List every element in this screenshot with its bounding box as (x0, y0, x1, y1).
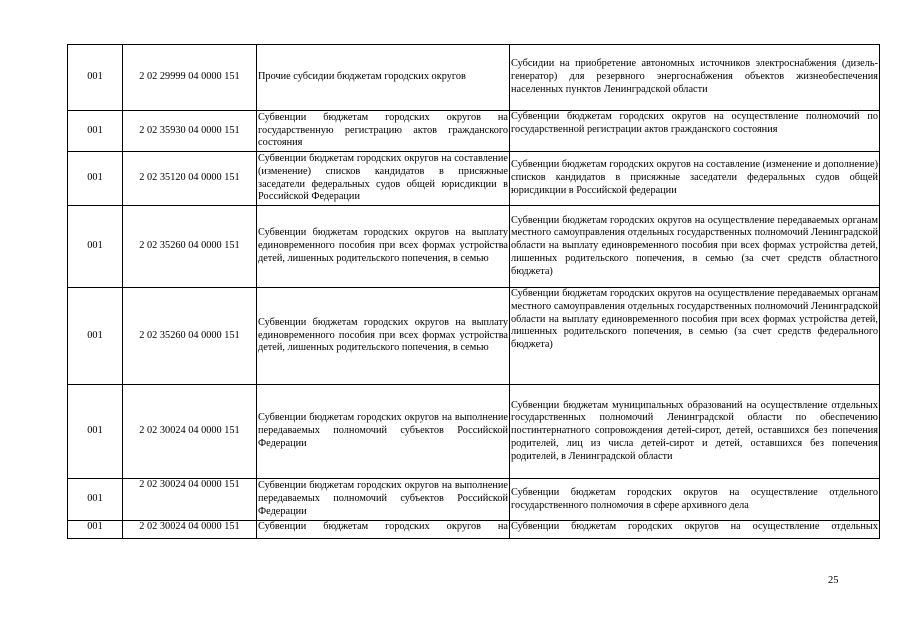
revenue-purpose-cell: Субвенции бюджетам городских округов на осуществление передаваемых органам местного самоуправления отдельных государственных полномочий Ленинградской области на выплату единовременного пособия при всех формах устройства детей, лишенных родительского попечения, в семью (за счет средств федерального бюджета) (510, 288, 880, 385)
revenue-name-cell: Субвенции бюджетам городских округов на (257, 521, 510, 539)
revenue-purpose-cell: Субвенции бюджетам городских округов на осуществление полномочий по государственной регистрации актов гражданского состояния (510, 111, 880, 152)
table-row (68, 521, 880, 539)
admin-code-cell: 001 (68, 385, 123, 479)
admin-code-cell: 001 (68, 479, 123, 521)
revenue-name-cell: Субвенции бюджетам городских округов на выполнение передаваемых полномочий субъектов Российской Федерации (257, 385, 510, 479)
revenue-name-cell: Субвенции бюджетам городских округов на составление (изменение) списков кандидатов в присяжные заседатели федеральных судов общей юрисдикции в Российской Федерации (257, 152, 510, 206)
revenue-name-cell: Субвенции бюджетам городских округов на государственную регистрацию актов гражданского состояния (257, 111, 510, 152)
table-row (68, 385, 880, 479)
classification-code-cell: 2 02 29999 04 0000 151 (123, 45, 257, 111)
revenue-purpose-cell: Субвенции бюджетам муниципальных образований на осуществление отдельных государственных полномочий Ленинградской области по обеспечению постинтернатного сопровождения детей-сирот, детей, оставшихся без попечения родителей, лиц из числа детей-сирот и детей, оставшихся без попечения родителей, в Ленинградской области (510, 385, 880, 479)
admin-code-cell: 001 (68, 45, 123, 111)
admin-code-cell: 001 (68, 111, 123, 152)
classification-code-cell: 2 02 30024 04 0000 151 (123, 385, 257, 479)
page-number: 25 (828, 575, 839, 586)
admin-code-cell: 001 (68, 288, 123, 385)
table-row (68, 206, 880, 288)
classification-code-cell: 2 02 35260 04 0000 151 (123, 288, 257, 385)
table-row (68, 479, 880, 521)
revenue-name-cell: Субвенции бюджетам городских округов на выплату единовременного пособия при всех формах устройства детей, лишенных родительского попечения, в семью (257, 288, 510, 385)
revenue-purpose-cell: Субвенции бюджетам городских округов на осуществление отдельного государственного полномочия в сфере архивного дела (510, 479, 880, 521)
classification-code-cell: 2 02 30024 04 0000 151 (123, 521, 257, 539)
admin-code-cell: 001 (68, 521, 123, 539)
revenue-name-cell: Прочие субсидии бюджетам городских округов (257, 45, 510, 111)
classification-code-cell: 2 02 35260 04 0000 151 (123, 206, 257, 288)
table-row (68, 45, 880, 111)
table-row (68, 111, 880, 152)
revenue-purpose-cell: Субсидии на приобретение автономных источников электроснабжения (дизель-генератор) для резервного энергоснабжения объектов жизнеобеспечения населенных пунктов Ленинградской области (510, 45, 880, 111)
classification-code-cell: 2 02 35930 04 0000 151 (123, 111, 257, 152)
admin-code-cell: 001 (68, 206, 123, 288)
revenue-purpose-cell: Субвенции бюджетам городских округов на осуществление передаваемых органам местного самоуправления отдельных государственных полномочий Ленинградской области на выплату единовременного пособия при всех формах устройства детей, лишенных родительского попечения, в семью (за счет средств областного бюджета) (510, 206, 880, 288)
table-row (68, 288, 880, 385)
admin-code-cell: 001 (68, 152, 123, 206)
revenue-purpose-cell: Субвенции бюджетам городских округов на составление (изменение и дополнение) списков кандидатов в присяжные заседатели федеральных судов общей юрисдикции в Российской федерации (510, 152, 880, 206)
table-row (68, 152, 880, 206)
revenue-purpose-cell: Субвенции бюджетам городских округов на осуществление отдельных (510, 521, 880, 539)
revenue-name-cell: Субвенции бюджетам городских округов на выплату единовременного пособия при всех формах устройства детей, лишенных родительского попечения, в семью (257, 206, 510, 288)
classification-code-cell: 2 02 30024 04 0000 151 (123, 479, 257, 521)
classification-code-cell: 2 02 35120 04 0000 151 (123, 152, 257, 206)
revenue-name-cell: Субвенции бюджетам городских округов на выполнение передаваемых полномочий субъектов Российской Федерации (257, 479, 510, 521)
revenue-classification-table (67, 44, 880, 539)
